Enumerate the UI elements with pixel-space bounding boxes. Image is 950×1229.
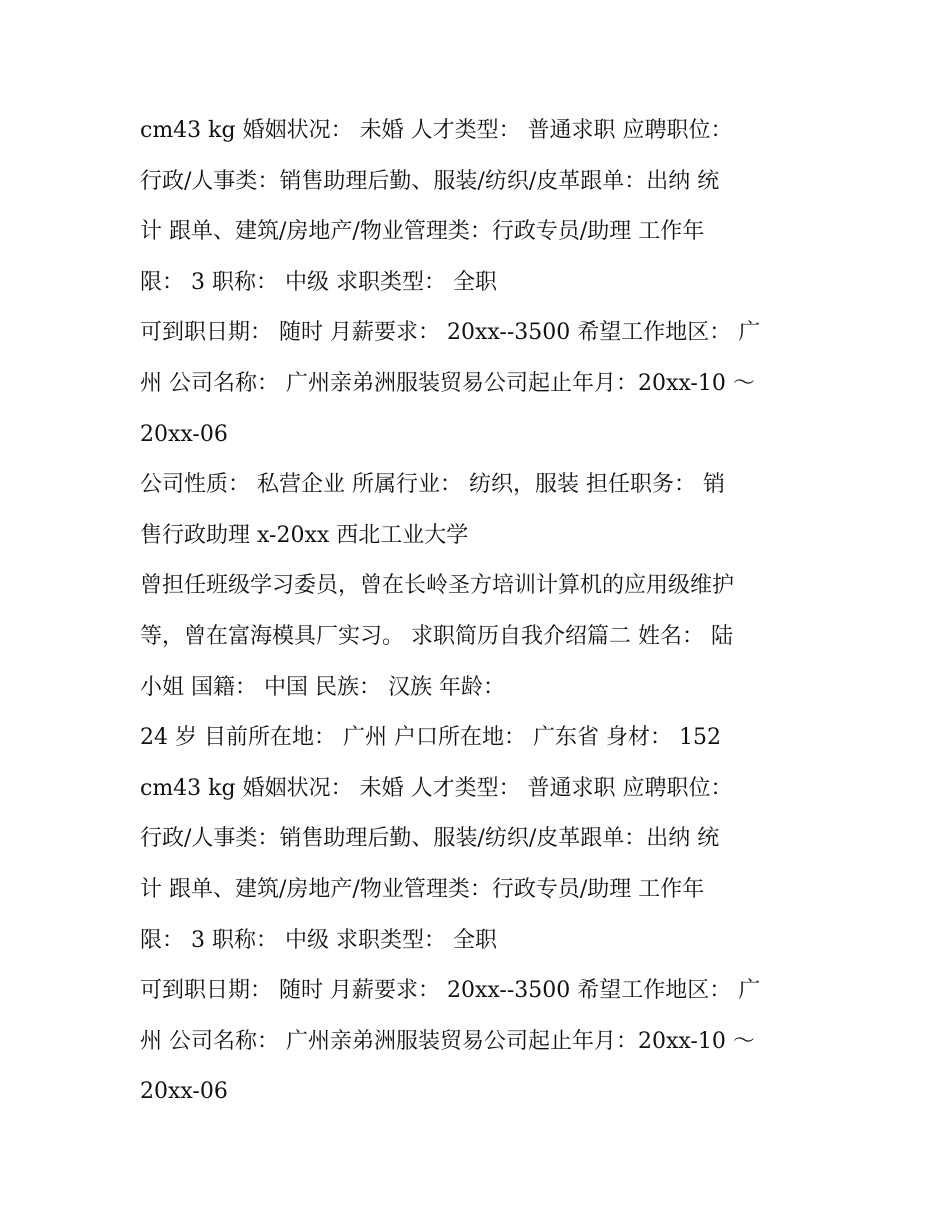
text-line: cm43 kg 婚姻状况： 未婚 人才类型： 普通求职 应聘职位： bbox=[140, 118, 733, 143]
text-line: 等，曾在富海模具厂实习。 求职简历自我介绍篇二 姓名： 陆 bbox=[140, 623, 733, 649]
text-line: 可到职日期： 随时 月薪要求： 20xx--3500 希望工作地区： 广 bbox=[140, 978, 761, 1004]
text-line: 20xx-06 bbox=[140, 421, 228, 447]
text-line: 限： 3 职称： 中级 求职类型： 全职 bbox=[140, 269, 497, 295]
text-line: 计 跟单、建筑/房地产/物业管理类：行政专员/助理 工作年 bbox=[140, 219, 705, 245]
text-line: 24 岁 目前所在地： 广州 户口所在地： 广东省 身材： 152 bbox=[140, 725, 721, 751]
text-line: 州 公司名称： 广州亲弟洲服装贸易公司起止年月：20xx-10 ～ bbox=[140, 1028, 755, 1054]
text-line: 计 跟单、建筑/房地产/物业管理类：行政专员/助理 工作年 bbox=[140, 876, 705, 902]
text-line: 20xx-06 bbox=[140, 1079, 228, 1105]
text-line: 小姐 国籍： 中国 民族： 汉族 年龄： bbox=[140, 674, 505, 700]
text-line: cm43 kg 婚姻状况： 未婚 人才类型： 普通求职 应聘职位： bbox=[140, 775, 733, 801]
text-line: 曾担任班级学习委员，曾在长岭圣方培训计算机的应用级维护 bbox=[140, 573, 735, 599]
document-body bbox=[140, 106, 820, 1118]
text-line: 可到职日期： 随时 月薪要求： 20xx--3500 希望工作地区： 广 bbox=[140, 320, 761, 346]
text-line: 州 公司名称： 广州亲弟洲服装贸易公司起止年月：20xx-10 ～ bbox=[140, 370, 755, 396]
text-line: 行政/人事类：销售助理后勤、服装/纺织/皮革跟单：出纳 统 bbox=[140, 168, 720, 194]
text-line: 公司性质： 私营企业 所属行业： 纺织，服装 担任职务： 销 bbox=[140, 472, 725, 498]
text-line: 行政/人事类：销售助理后勤、服装/纺织/皮革跟单：出纳 统 bbox=[140, 826, 720, 852]
text-line: 售行政助理 x-20xx 西北工业大学 bbox=[140, 522, 469, 548]
text-line: 限： 3 职称： 中级 求职类型： 全职 bbox=[140, 927, 497, 953]
